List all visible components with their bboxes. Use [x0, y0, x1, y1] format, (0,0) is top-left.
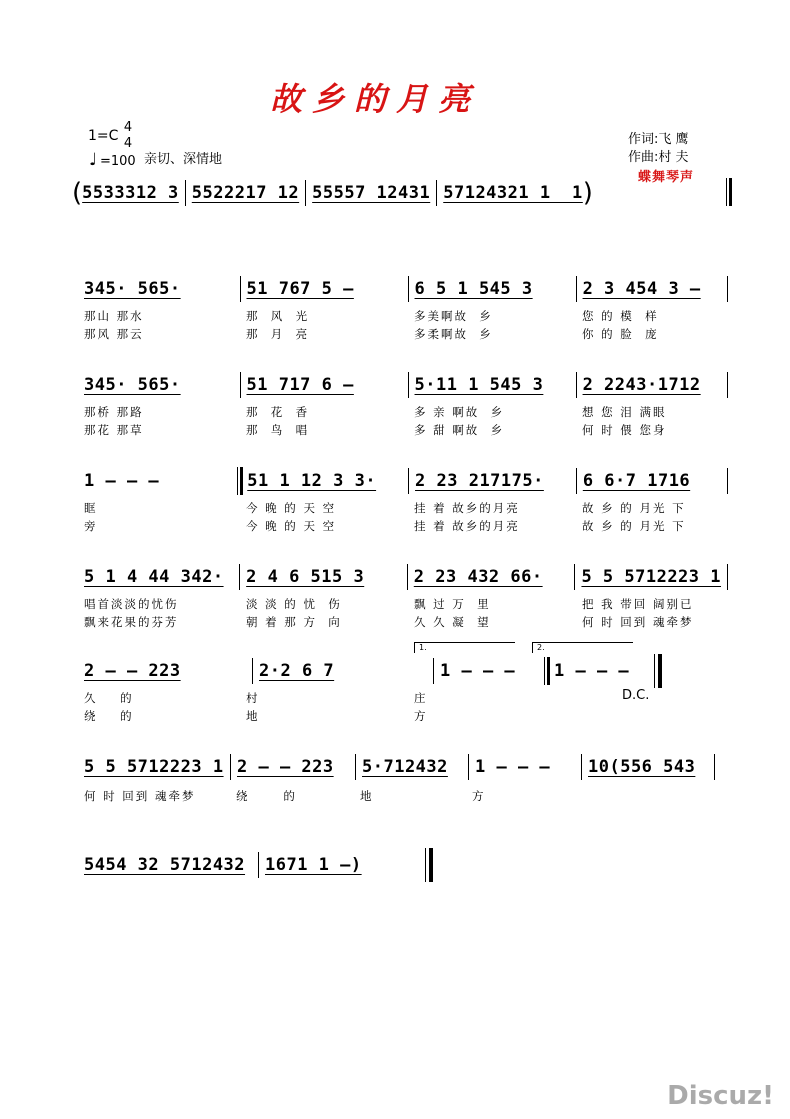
- lyrics-verse-2: [84, 518, 734, 534]
- measure: 10(556 543: [588, 757, 696, 777]
- measure: 2 2243·1712: [582, 375, 701, 395]
- intro-measure-2: 5522217 12: [191, 183, 300, 203]
- barline: [727, 468, 728, 494]
- barline: [305, 180, 306, 206]
- lyrics-verse-2: [84, 708, 734, 724]
- barline: [407, 564, 408, 590]
- lyric: 挂 着 故乡的月亮: [414, 501, 520, 515]
- lyric: 那桥 那路: [84, 405, 144, 419]
- lyrics-verse-1: [84, 404, 734, 420]
- barline: [581, 754, 582, 780]
- barline: [408, 372, 409, 398]
- time-denominator: 4: [123, 136, 133, 151]
- lyric: 飘 过 万 里: [414, 597, 491, 611]
- site-logo: 蝶舞琴声: [637, 170, 694, 185]
- barline: [408, 276, 409, 302]
- lyric: 多美啊故 乡: [414, 309, 493, 323]
- system-3: [84, 466, 734, 496]
- system-2: [84, 370, 734, 400]
- lyric: 你 的 脸 庞: [582, 327, 659, 341]
- measure: 5454 32 5712432: [84, 855, 246, 875]
- measure: 1671 1 –): [265, 855, 362, 875]
- lyric: 多 亲 啊故 乡: [414, 405, 505, 419]
- lyric: 您 的 模 样: [582, 309, 659, 323]
- barline: [230, 754, 231, 780]
- lyric: 飘来花果的芬芳: [84, 615, 179, 629]
- song-title: 故乡的月亮: [270, 80, 481, 118]
- lyric: 眶: [84, 501, 98, 515]
- lyrics-verse-1: [84, 308, 734, 324]
- measure: 1 – – –: [554, 661, 630, 681]
- lyric: 把 我 带回 阔别已: [582, 597, 694, 611]
- lyric: 那山 那水: [84, 309, 144, 323]
- measure: 2 – – 223: [237, 757, 334, 777]
- lyric: 故 乡 的 月光 下: [582, 519, 686, 533]
- lyric: 多柔啊故 乡: [414, 327, 493, 341]
- time-signature: [120, 120, 136, 152]
- measure: 5·11 1 545 3: [414, 375, 544, 395]
- barline: [574, 564, 575, 590]
- measure: 51 717 6 –: [246, 375, 354, 395]
- da-capo-marking: D.C.: [622, 688, 650, 703]
- lyric: 朝 着 那 方 向: [246, 615, 342, 629]
- measure: 6 6·7 1716: [582, 471, 691, 491]
- barline: [239, 564, 240, 590]
- measure: 2·2 6 7: [259, 661, 335, 681]
- barline: [727, 276, 728, 302]
- barline: [355, 754, 356, 780]
- measure: 2 23 217175·: [415, 471, 544, 491]
- measure: 5·712432: [362, 757, 448, 777]
- close-paren: ): [582, 178, 593, 208]
- lyric: 地: [360, 789, 374, 803]
- final-barline: [654, 654, 662, 688]
- measure: 6 5 1 545 3: [414, 279, 533, 299]
- lyric: 何 时 偎 您身: [582, 423, 667, 437]
- volta-1: 1.: [414, 642, 515, 653]
- lyric: 挂 着 故乡的月亮: [414, 519, 520, 533]
- measure: 2 – – 223: [84, 661, 181, 681]
- barline: [576, 276, 577, 302]
- lyric: 今 晚 的 天 空: [246, 519, 337, 533]
- intro-row: [72, 178, 722, 208]
- lyric: 旁: [84, 519, 98, 533]
- tempo-marking: =100: [100, 154, 136, 169]
- barline: [185, 180, 186, 206]
- barline: [240, 372, 241, 398]
- repeat-end-barline: [544, 657, 550, 685]
- barline: [576, 372, 577, 398]
- lyrics-verse-2: [84, 614, 734, 630]
- lyric: 那 花 香: [246, 405, 310, 419]
- lyric: 绕 的: [84, 709, 134, 723]
- measure: 1 – – –: [475, 757, 551, 777]
- lyrics-verse-2: [84, 326, 734, 342]
- lyric: 那 鸟 唱: [246, 423, 310, 437]
- measure: 5 1 4 44 342·: [84, 567, 224, 587]
- lyrics-coda: [84, 788, 734, 804]
- barline: [240, 276, 241, 302]
- barline: [576, 468, 577, 494]
- measure: 5 5 5712223 1: [581, 567, 721, 587]
- lyric: 今 晚 的 天 空: [246, 501, 337, 515]
- lyric: 村: [246, 691, 260, 705]
- lyric: 地: [246, 709, 260, 723]
- intro-measure-4: 57124321 1 1: [443, 183, 583, 203]
- lyrics-verse-1: [84, 690, 734, 706]
- lyric: 那 风 光: [246, 309, 310, 323]
- measure: 2 23 432 66·: [413, 567, 543, 587]
- expression-marking: 亲切、深情地: [144, 152, 223, 167]
- barline: [408, 468, 409, 494]
- system-7: [84, 850, 734, 880]
- lyric: 绕 的: [236, 789, 297, 803]
- measure: 51 1 12 3 3·: [247, 471, 377, 491]
- lyric: 多 甜 啊故 乡: [414, 423, 505, 437]
- composer-credit: 作曲:村 夫: [628, 150, 689, 165]
- final-barline: [425, 848, 433, 882]
- lyric: 故 乡 的 月光 下: [582, 501, 686, 515]
- barline: [714, 754, 715, 780]
- lyric: 方: [472, 789, 486, 803]
- barline: [727, 564, 728, 590]
- lyric: 唱首淡淡的忧伤: [84, 597, 179, 611]
- system-5: [84, 656, 734, 686]
- lyric: 何 时 回到 魂牵梦: [84, 789, 196, 803]
- measure: 345· 565·: [84, 375, 181, 395]
- barline: [252, 658, 253, 684]
- open-paren: (: [72, 178, 83, 208]
- quarter-note-icon: ♩: [89, 150, 98, 170]
- measure: 2 3 454 3 –: [582, 279, 701, 299]
- lyric: 久 的: [84, 691, 134, 705]
- lyric: 那花 那草: [84, 423, 144, 437]
- lyric: 庄: [414, 691, 428, 705]
- watermark: Discuz!: [667, 1081, 774, 1111]
- lyric: 何 时 回到 魂牵梦: [582, 615, 694, 629]
- volta-2: 2.: [532, 642, 633, 653]
- intro-measure-1: 5533312 3: [82, 183, 179, 203]
- lyric: 想 您 泪 满眼: [582, 405, 667, 419]
- lyric: 淡 淡 的 忧 伤: [246, 597, 342, 611]
- system-1: [84, 274, 734, 304]
- measure: 5 5 5712223 1: [84, 757, 224, 777]
- time-numerator: 4: [123, 120, 133, 135]
- system-4: [84, 562, 734, 592]
- lyric: 那 月 亮: [246, 327, 310, 341]
- lyric: 那风 那云: [84, 327, 144, 341]
- barline: [258, 852, 259, 878]
- measure: 1 – – –: [440, 661, 516, 681]
- lyrics-verse-1: [84, 596, 734, 612]
- barline: [468, 754, 469, 780]
- repeat-start-barline: [726, 178, 732, 206]
- intro-measure-3: 55557 12431: [312, 183, 431, 203]
- barline: [727, 372, 728, 398]
- measure: 1 – – –: [84, 471, 160, 491]
- measure: 51 767 5 –: [246, 279, 354, 299]
- barline: [436, 180, 437, 206]
- lyrics-verse-2: [84, 422, 734, 438]
- lyricist-credit: 作词:飞 鹰: [628, 132, 689, 147]
- lyric: 方: [414, 709, 428, 723]
- system-6: [84, 752, 734, 782]
- barline: [433, 658, 434, 684]
- lyrics-verse-1: [84, 500, 734, 516]
- repeat-start-barline: [237, 467, 243, 495]
- key-signature: 1=C: [88, 128, 119, 144]
- measure: 345· 565·: [84, 279, 181, 299]
- lyric: 久 久 凝 望: [414, 615, 491, 629]
- measure: 2 4 6 515 3: [246, 567, 365, 587]
